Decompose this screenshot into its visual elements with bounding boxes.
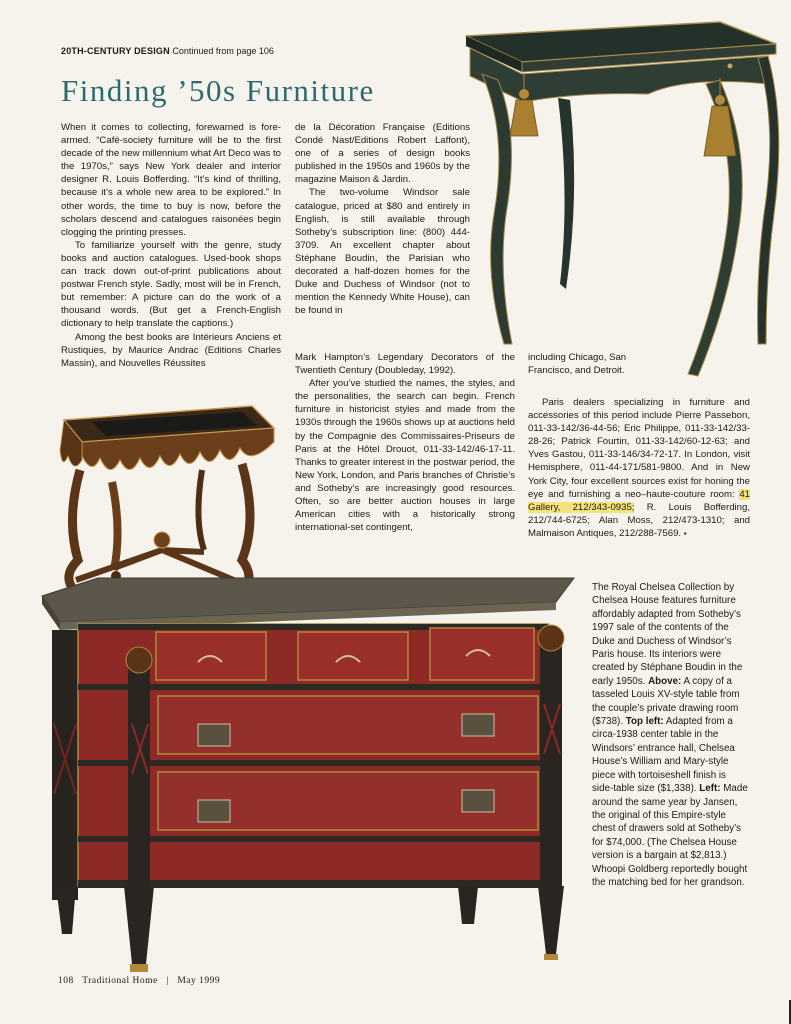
caption-left-text: Made around the same year by Jansen, the original of this Empire-style chest of drawers sold at Sotheby’s for $74,000. (The Chelsea House version is a bargain at $2,813.) Whoopi Goldberg reportedly bought the matching bed for her grandson. xyxy=(592,783,748,888)
issue-date: May 1999 xyxy=(177,976,221,986)
paragraph: After you’ve studied the names, the styles, and the personalities, the search can begin. French furniture in historicist styles and made from the 1930s through the 1960s shows up at auctions held by the Compagnie des Commissaires-Priseurs de Paris at the Hôtel Drouot, 011-33-142/46-17-11. Thanks to greater interest in the postwar period, the New York, London, and Paris branches of Christie’s and Sotheby’s are increasingly good resources. Often, so are better auction houses in large American cities with a historically strong international-set contingent, xyxy=(295,378,515,534)
photo-caption xyxy=(592,581,748,889)
dealer-outro: R. Louis Bofferding, 212/744-6725; Alan Moss, 212/473-1310; and Malmaison Antiques, 212/288-7569. xyxy=(528,501,751,539)
paragraph: The two-volume Windsor sale catalogue, priced at $80 and entirely in English, is still available through Sotheby’s subscription line: (800) 444-3709. An excellent chapter about Stéphane Boudin, the Parisian who decorated a half-dozen homes for the Duke and Duchess of Windsor (not to mention the Kennedy White House), can be found in xyxy=(295,187,470,317)
section-kicker xyxy=(61,46,274,56)
article-column-1 xyxy=(61,121,281,370)
article-column-3-lower xyxy=(528,396,750,540)
paragraph: Mark Hampton’s Legendary Decorators of the Twentieth Century (Doubleday, 1992). xyxy=(295,352,515,377)
caption-above-text: A copy of a tasseled Louis XV-style table from the couple’s private drawing room ($738). xyxy=(592,675,740,728)
caption-label-top-left: Top left: xyxy=(625,716,664,728)
paragraph: When it comes to collecting, forewarned is fore-armed. “Café-society furniture will be to the first decade of the new millennium what Art Deco was to the 1970s,” says New York dealer and interior designer R. Louis Bofferding. “It’s kind of thrilling, because it’s a whole new area to be explored.” In other words, the time to buy is now, before the scholars descend and catalogues raisonées begin clogging the printing presses. xyxy=(61,122,281,238)
empire-chest-photo xyxy=(38,574,576,994)
article-column-3-upper xyxy=(528,351,648,377)
paragraph: including Chicago, San Francisco, and Detroit. xyxy=(528,352,627,377)
magazine-name: Traditional Home xyxy=(82,976,158,986)
end-mark-icon: ▪ xyxy=(683,528,687,538)
article-headline: Finding ’50s Furniture xyxy=(61,73,375,108)
caption-label-above: Above: xyxy=(648,675,682,687)
page-folio xyxy=(58,976,220,986)
continued-note: Continued from page 106 xyxy=(172,46,274,56)
dealer-paragraph xyxy=(528,396,750,540)
paragraph: Among the best books are Intérieurs Anciens et Rustiques, by Maurice Andrac (Editions Charles Massin), and Nouvelles Réussites xyxy=(61,331,281,369)
paragraph: To familiarize yourself with the genre, study books and auction catalogues. Used-book shops can track down out-of-print publications about postwar French style. Sadly, most will be in French, but remember: A picture can do the work of a thousand words. (But get a French-English dictionary to help translate the captions.) xyxy=(61,239,281,330)
caption-intro: The Royal Chelsea Collection by Chelsea House features furniture affordably adapted from Sotheby’s 1997 sale of the contents of the Duke and Duchess of Windsor’s Paris house. Its interiors were created by Stéphane Boudin in the early 1950s. xyxy=(592,582,743,687)
section-label: 20TH-CENTURY DESIGN xyxy=(61,46,170,56)
folio-separator: | xyxy=(166,976,169,986)
highlighted-gallery: 41 Gallery, 212/343-0935; xyxy=(528,488,750,513)
dealer-intro: Paris dealers specializing in furniture and accessories of this period include Pierre Passebon, 011-33-142/36-44-56; Eric Philippe, 011-33-142/33-28-26; Patrick Fourtin, 011-33-142/60-12-63; and Yves Gastou, 011-33-146/34-72-17. In London, visit Hemisphere, 011-44-171/581-9800. And in New York City, four excellent sources exist for honing the eye and furnishing a neo–haute-couture room: xyxy=(528,397,750,500)
caption-label-left: Left: xyxy=(699,783,721,795)
louis-xv-table-photo xyxy=(458,14,783,386)
article-column-2-lower xyxy=(295,351,515,534)
paragraph: de la Décoration Française (Editions Condé Nast/Editions Robert Laffont), one of a series of design books published in the 1950s and 1960s by the magazine Maison & Jardin. xyxy=(295,122,470,186)
caption-top-left-text: Adapted from a circa-1938 center table in the Windsors’ entrance hall, Chelsea House’s William and Mary-style piece with tortoiseshell finish is side-table size ($1,338). xyxy=(592,716,735,795)
page-number: 108 xyxy=(58,976,74,986)
article-column-2-upper xyxy=(295,121,470,317)
